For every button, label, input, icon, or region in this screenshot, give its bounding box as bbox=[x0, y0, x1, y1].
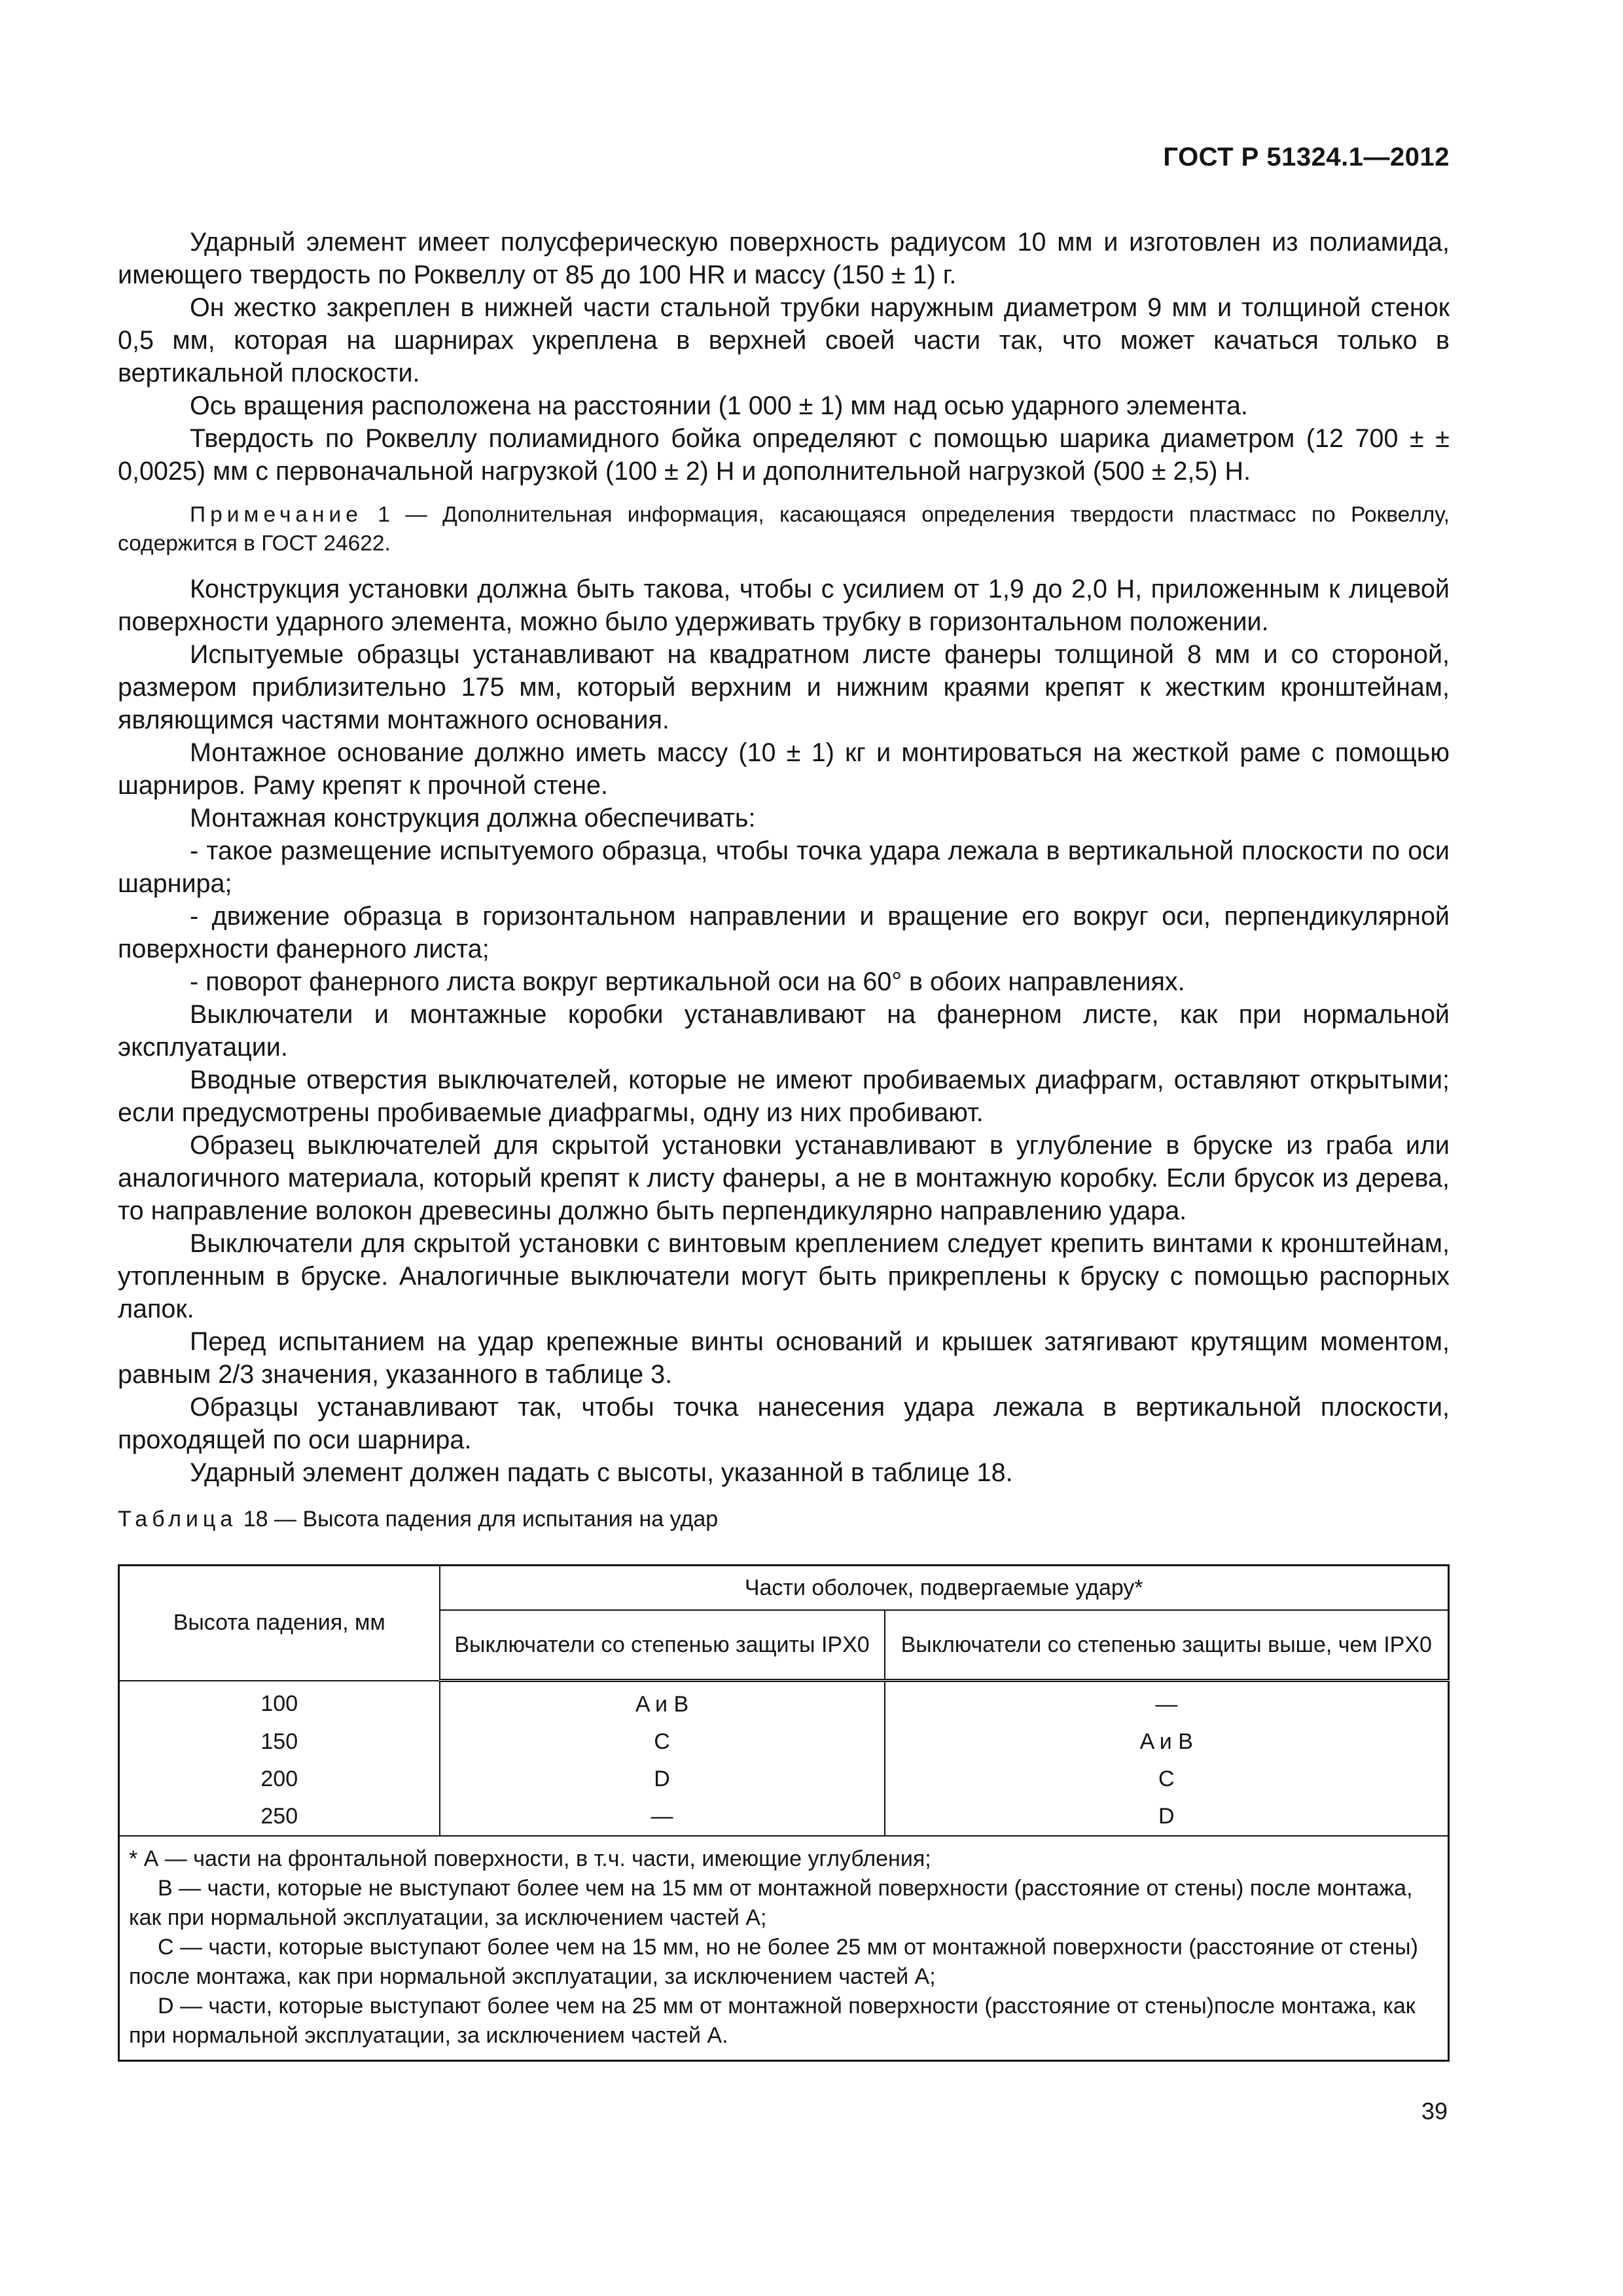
cell-above-ipx0: C bbox=[885, 1761, 1449, 1798]
drop-height-table-container bbox=[118, 1564, 1450, 2062]
cell-above-ipx0: — bbox=[885, 1681, 1449, 1724]
paragraph: Твердость по Роквеллу полиамидного бойка определяют с помощью шарика диаметром (12 700 ± ± 0,0025) мм с первоначальной нагрузкой (100 ± 2) Н и дополнительной нагрузкой (500 ± 2,5) Н. bbox=[118, 424, 1450, 486]
paragraph: Образец выключателей для скрытой установки устанавливают в углубление в бруске из граба или аналогичного материала, который крепят к листу фанеры, а не в монтажную коробку. Если брусок из дерева, то направление волокон древесины должно быть перпендикулярно направлению удара. bbox=[118, 1131, 1450, 1225]
note bbox=[118, 501, 1450, 558]
table-row bbox=[119, 1761, 1449, 1798]
cell-ipx0: C bbox=[440, 1723, 885, 1761]
footnote-d: D — части, которые выступают более чем на 25 мм от монтажной поверхности (расстояние от стены)после монтажа, как при нормальной эксплуатации, за исключением частей А. bbox=[129, 1994, 1416, 2048]
column-header-above-ipx0: Выключатели со степенью защиты выше, чем IPX0 bbox=[885, 1610, 1449, 1681]
paragraph: Испытуемые образцы устанавливают на квадратном листе фанеры толщиной 8 мм и со стороной, размером приблизительно 175 мм, который верхним и нижним краями крепят к жестким кронштейнам, являющимся частями монтажного основания. bbox=[118, 640, 1450, 734]
cell-height: 100 bbox=[119, 1681, 440, 1724]
table-row bbox=[119, 1681, 1449, 1724]
paragraph: Конструкция установки должна быть такова, чтобы с усилием от 1,9 до 2,0 Н, приложенным к лицевой поверхности ударного элемента, можно было удерживать трубку в горизонтальном положении. bbox=[118, 575, 1450, 636]
footnote-c: С — части, которые выступают более чем на 15 мм, но не более 25 мм от монтажной поверхности (расстояние от стены) после монтажа, как при нормальной эксплуатации, за исключением частей А; bbox=[129, 1935, 1418, 1989]
drop-height-table bbox=[118, 1564, 1450, 2062]
cell-height: 200 bbox=[119, 1761, 440, 1798]
footnote-a: * А — части на фронтальной поверхности, в т.ч. части, имеющие углубления; bbox=[129, 1846, 931, 1871]
paragraph: Он жестко закреплен в нижней части стальной трубки наружным диаметром 9 мм и толщиной стенок 0,5 мм, которая на шарнирах укреплена в верхней своей части так, что может качаться только в вертикальной плоскости. bbox=[118, 293, 1450, 387]
cell-ipx0: A и B bbox=[440, 1681, 885, 1724]
paragraph: Монтажная конструкция должна обеспечивать: bbox=[190, 804, 756, 833]
paragraph: Ударный элемент имеет полусферическую поверхность радиусом 10 мм и изготовлен из полиамида, имеющего твердость по Роквеллу от 85 до 100 HR и массу (150 ± 1) г. bbox=[118, 228, 1450, 289]
document-standard-id: ГОСТ Р 51324.1—2012 bbox=[1163, 143, 1450, 171]
list-item: - движение образца в горизонтальном направлении и вращение его вокруг оси, перпендикулярной поверхности фанерного листа; bbox=[118, 902, 1450, 963]
cell-above-ipx0: D bbox=[885, 1798, 1449, 1836]
column-header-ipx0: Выключатели со степенью защиты IPX0 bbox=[440, 1610, 885, 1681]
paragraph: Ударный элемент должен падать с высоты, указанной в таблице 18. bbox=[190, 1458, 1013, 1487]
footnote-b: В — части, которые не выступают более чем на 15 мм от монтажной поверхности (расстояние от стены) после монтажа, как при нормальной эксплуатации, за исключением частей А; bbox=[129, 1876, 1413, 1930]
paragraph: Образцы устанавливают так, чтобы точка нанесения удара лежала в вертикальной плоскости, проходящей по оси шарнира. bbox=[118, 1393, 1450, 1454]
table-footnote-row bbox=[119, 1836, 1449, 2061]
note-label: Примечание bbox=[190, 503, 363, 527]
paragraph: Монтажное основание должно иметь массу (10 ± 1) кг и монтироваться на жесткой раме с помощью шарниров. Раму крепят к прочной стене. bbox=[118, 738, 1450, 800]
cell-above-ipx0: A и B bbox=[885, 1723, 1449, 1761]
cell-height: 150 bbox=[119, 1723, 440, 1761]
document-body bbox=[118, 226, 1450, 1534]
table-caption-text: 18 — Высота падения для испытания на удар bbox=[237, 1507, 719, 1532]
paragraph: Перед испытанием на удар крепежные винты оснований и крышек затягивают крутящим моментом, равным 2/3 значения, указанного в таблице 3. bbox=[118, 1327, 1450, 1389]
table-row bbox=[119, 1798, 1449, 1836]
table-row bbox=[119, 1723, 1449, 1761]
list-item: - поворот фанерного листа вокруг вертикальной оси на 60° в обоих направлениях. bbox=[190, 967, 1185, 996]
list-item: - такое размещение испытуемого образца, чтобы точка удара лежала в вертикальной плоскости по оси шарнира; bbox=[118, 836, 1450, 898]
column-group-header: Части оболочек, подвергаемые удару* bbox=[440, 1566, 1449, 1611]
cell-ipx0: — bbox=[440, 1798, 885, 1836]
paragraph: Вводные отверстия выключателей, которые не имеют пробиваемых диафрагм, оставляют открытыми; если предусмотрены пробиваемые диафрагмы, одну из них пробивают. bbox=[118, 1066, 1450, 1127]
table-footnotes bbox=[119, 1836, 1449, 2061]
cell-ipx0: D bbox=[440, 1761, 885, 1798]
column-header-drop-height: Высота падения, мм bbox=[119, 1566, 440, 1681]
paragraph: Ось вращения расположена на расстоянии (1 000 ± 1) мм над осью ударного элемента. bbox=[190, 391, 1248, 420]
paragraph: Выключатели для скрытой установки с винтовым креплением следует крепить винтами к кронштейнам, утопленным в бруске. Аналогичные выключатели могут быть прикреплены к бруску с помощью распорных лапок. bbox=[118, 1229, 1450, 1323]
table-caption bbox=[118, 1505, 1450, 1534]
cell-height: 250 bbox=[119, 1798, 440, 1836]
page-number: 39 bbox=[1421, 2098, 1448, 2125]
table-caption-label: Таблица bbox=[118, 1507, 238, 1532]
paragraph: Выключатели и монтажные коробки устанавливают на фанерном листе, как при нормальной эксплуатации. bbox=[118, 1000, 1450, 1062]
note-text: 1 — Дополнительная информация, касающаяся определения твердости пластмасс по Роквеллу, содержится в ГОСТ 24622. bbox=[118, 503, 1450, 556]
